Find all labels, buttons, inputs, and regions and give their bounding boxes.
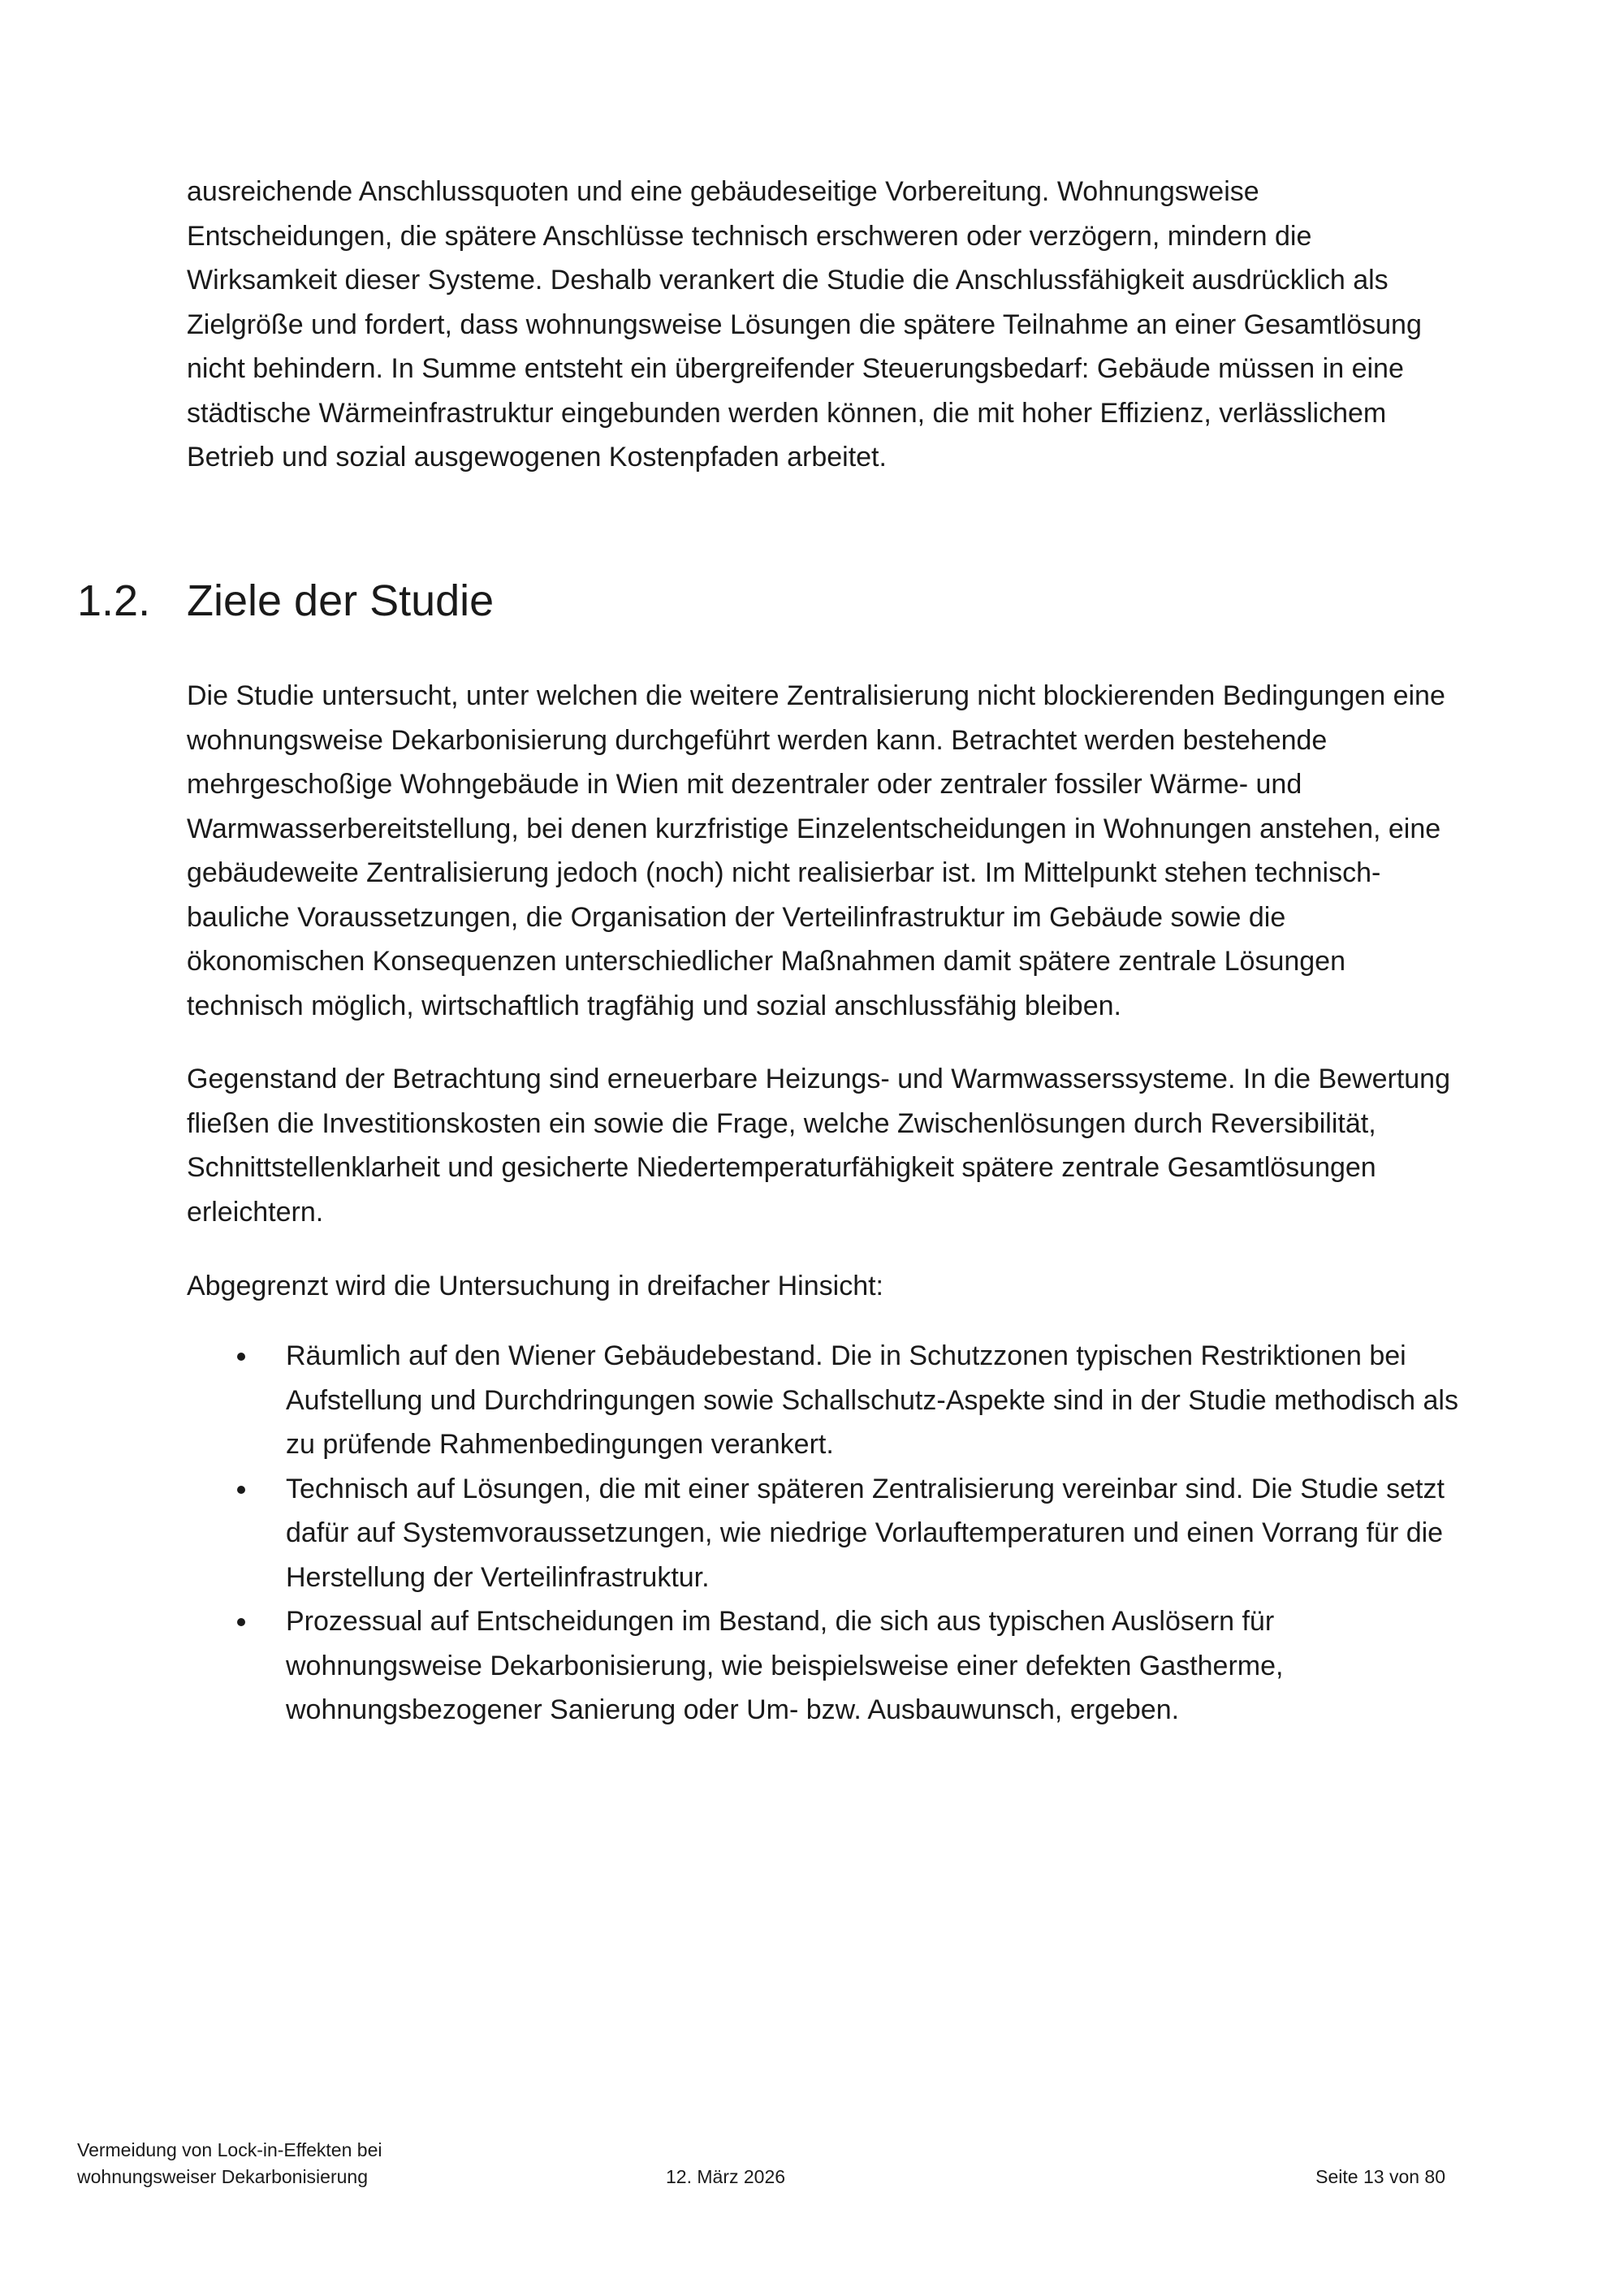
list-item-text: Technisch auf Lösungen, die mit einer späteren Zentralisierung vereinbar sind. Die Studie setzt dafür auf Systemvoraussetzungen, wie niedrige Vorlauftemperaturen und einen Vorrang für die Herstellung der Verteilinfrastruktur. [286, 1473, 1445, 1593]
list-item [187, 1599, 1466, 1733]
list-item-text: Prozessual auf Entscheidungen im Bestand, die sich aus typischen Auslösern für wohnungsweise Dekarbonisierung, wie beispielsweise einer defekten Gastherme, wohnungsbezogener Sanierung oder Um- bzw. Ausbauwunsch, ergeben. [286, 1606, 1284, 1725]
bullet-icon [237, 1353, 245, 1361]
bullet-icon [237, 1618, 245, 1626]
footer-date: 12. März 2026 [666, 2166, 786, 2187]
footer-document-title [77, 2137, 564, 2190]
body-paragraph: Die Studie untersucht, unter welchen die weitere Zentralisierung nicht blockierenden Bedingungen eine wohnungsweise Dekarbonisierung durchgeführt werden kann. Betrachtet werden bestehende mehrgeschoßige Wohngebäude in Wien mit dezentraler oder zentraler fossiler Wärme- und Warmwasserbereitstellung, bei denen kurzfristige Einzelentscheidungen in Wohnungen anstehen, eine gebäudeweite Zentralisierung jedoch (noch) nicht realisierbar ist. Im Mittelpunkt stehen technisch-bauliche Voraussetzungen, die Organisation der Verteilinfrastruktur im Gebäude sowie die ökonomischen Konsequenzen unterschiedlicher Maßnahmen damit spätere zentrale Lösungen technisch möglich, wirtschaftlich tragfähig und sozial anschlussfähig bleiben. [187, 680, 1445, 1021]
list-item [187, 1467, 1466, 1600]
section-title: Ziele der Studie [187, 576, 495, 625]
list-item [187, 1334, 1466, 1467]
section-heading [77, 568, 494, 633]
section-number: 1.2. [77, 576, 151, 625]
bullet-icon [237, 1486, 245, 1494]
list-item-text: Räumlich auf den Wiener Gebäudebestand. Die in Schutzzonen typischen Restriktionen bei Aufstellung und Durchdringungen sowie Schallschutz-Aspekte sind in der Studie methodisch als zu prüfende Rahmenbedingungen verankert. [286, 1340, 1458, 1460]
footer-page-number: Seite 13 von 80 [1315, 2166, 1445, 2187]
footer-title-line: Vermeidung von Lock-in-Effekten bei [77, 2139, 382, 2160]
body-paragraph: Abgegrenzt wird die Untersuchung in dreifacher Hinsicht: [187, 1271, 884, 1301]
footer-title-line: wohnungsweiser Dekarbonisierung [77, 2166, 368, 2187]
bullet-list [187, 1334, 1466, 1733]
body-paragraph: Gegenstand der Betrachtung sind erneuerbare Heizungs- und Warmwasserssysteme. In die Bewertung fließen die Investitionskosten ein sowie die Frage, welche Zwischenlösungen durch Reversibilität, Schnittstellenklarheit und gesicherte Niedertemperaturfähigkeit spätere zentrale Gesamtlösungen erleichtern. [187, 1064, 1450, 1228]
intro-paragraph: ausreichende Anschlussquoten und eine gebäudeseitige Vorbereitung. Wohnungsweise Entscheidungen, die spätere Anschlüsse technisch erschweren oder verzögern, mindern die Wirksamkeit dieser Systeme. Deshalb verankert die Studie die Anschlussfähigkeit ausdrücklich als Zielgröße und fordert, dass wohnungsweise Lösungen die spätere Teilnahme an einer Gesamtlösung nicht behindern. In Summe entsteht ein übergreifender Steuerungsbedarf: Gebäude müssen in eine städtische Wärmeinfrastruktur eingebunden werden können, die mit hoher Effizienz, verlässlichem Betrieb und sozial ausgewogenen Kostenpfaden arbeitet. [187, 176, 1422, 473]
